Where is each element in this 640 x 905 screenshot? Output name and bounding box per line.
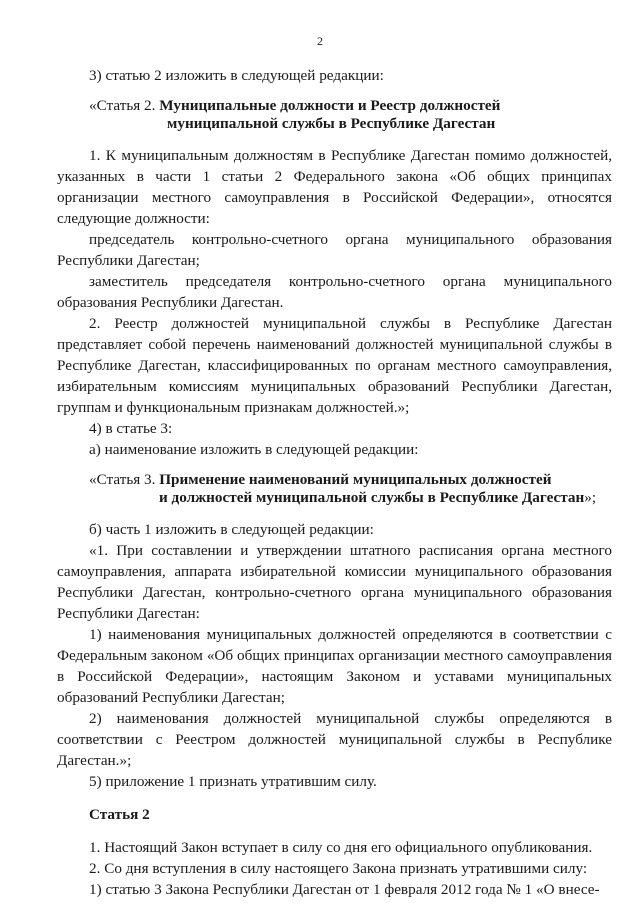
paragraph-deputy-chairman: заместитель председателя контрольно-счетного органа муниципального образования Республики Дагестан. xyxy=(57,273,612,311)
article-3-heading-tail: »; xyxy=(584,489,597,506)
paragraph-repeal: 2. Со дня вступления в силу настоящего Закона признать утратившими силу: xyxy=(89,860,588,877)
article-2-heading-lead: «Статья 2. xyxy=(89,97,160,114)
article-2-heading xyxy=(57,97,612,133)
paragraph-part-2: 2. Реестр должностей муниципальной службы в Республике Дагестан представляет собой перечень наименований должностей муниципальной службы в Республике Дагестан, классифицированных по органам местного самоуправления, избирательным комиссиям муниципальных образований Республики Дагестан, группам и функциональным признакам должностей.»; xyxy=(57,315,612,416)
article-2-heading-title-line2: муниципальной службы в Республике Дагестан xyxy=(167,115,496,132)
paragraph-entry-into-force: 1. Настоящий Закон вступает в силу со дня его официального опубликования. xyxy=(89,839,593,856)
paragraph-staffing: «1. При составлении и утверждении штатного расписания органа местного самоуправления, аппарата избирательной комиссии муниципального образования Республики Дагестан, контрольно-счетного органа муниципального образования Республики Дагестан: xyxy=(57,542,612,622)
page-number: 2 xyxy=(317,34,323,48)
paragraph-amend-4a: а) наименование изложить в следующей редакции: xyxy=(89,441,419,458)
article-2-heading-title-line1: Муниципальные должности и Реестр должностей xyxy=(159,97,501,114)
paragraph-chairman: председатель контрольно-счетного органа муниципального образования Республики Дагестан; xyxy=(57,231,612,269)
article-2-title: Статья 2 xyxy=(89,806,150,823)
article-3-heading-title-line2: и должностей муниципальной службы в Республике Дагестан xyxy=(159,489,585,506)
paragraph-amend-4b: б) часть 1 изложить в следующей редакции: xyxy=(89,521,374,538)
paragraph-repeal-item-1: 1) статью 3 Закона Республики Дагестан от 1 февраля 2012 года № 1 «О внесе- xyxy=(89,881,600,898)
article-3-heading-lead: «Статья 3. xyxy=(89,471,160,488)
paragraph-item-1: 1) наименования муниципальных должностей определяются в соответствии с Федеральным законом «Об общих принципах организации местного самоуправления в Российской Федерации», настоящим Законом и уставами муниципальных образований Республики Дагестан; xyxy=(57,626,612,706)
document-body xyxy=(57,65,612,900)
paragraph-item-2: 2) наименования должностей муниципальной службы определяются в соответствии с Реестром должностей муниципальной службы в Республике Дагестан.»; xyxy=(57,710,612,769)
article-3-heading-title-line1: Применение наименований муниципальных должностей xyxy=(159,471,552,488)
article-3-heading xyxy=(57,471,612,507)
paragraph-amend-4: 4) в статье 3: xyxy=(89,420,173,437)
article-3-heading-line2 xyxy=(57,489,612,507)
paragraph-part-1: 1. К муниципальным должностям в Республике Дагестан помимо должностей, указанных в части 1 статьи 2 Федерального закона «Об общих принципах организации местного самоуправления в Российской Федерации», относятся следующие должности: xyxy=(57,147,612,227)
paragraph-amend-3: 3) статью 2 изложить в следующей редакции: xyxy=(89,67,384,84)
paragraph-amend-5: 5) приложение 1 признать утратившим силу. xyxy=(89,773,377,790)
